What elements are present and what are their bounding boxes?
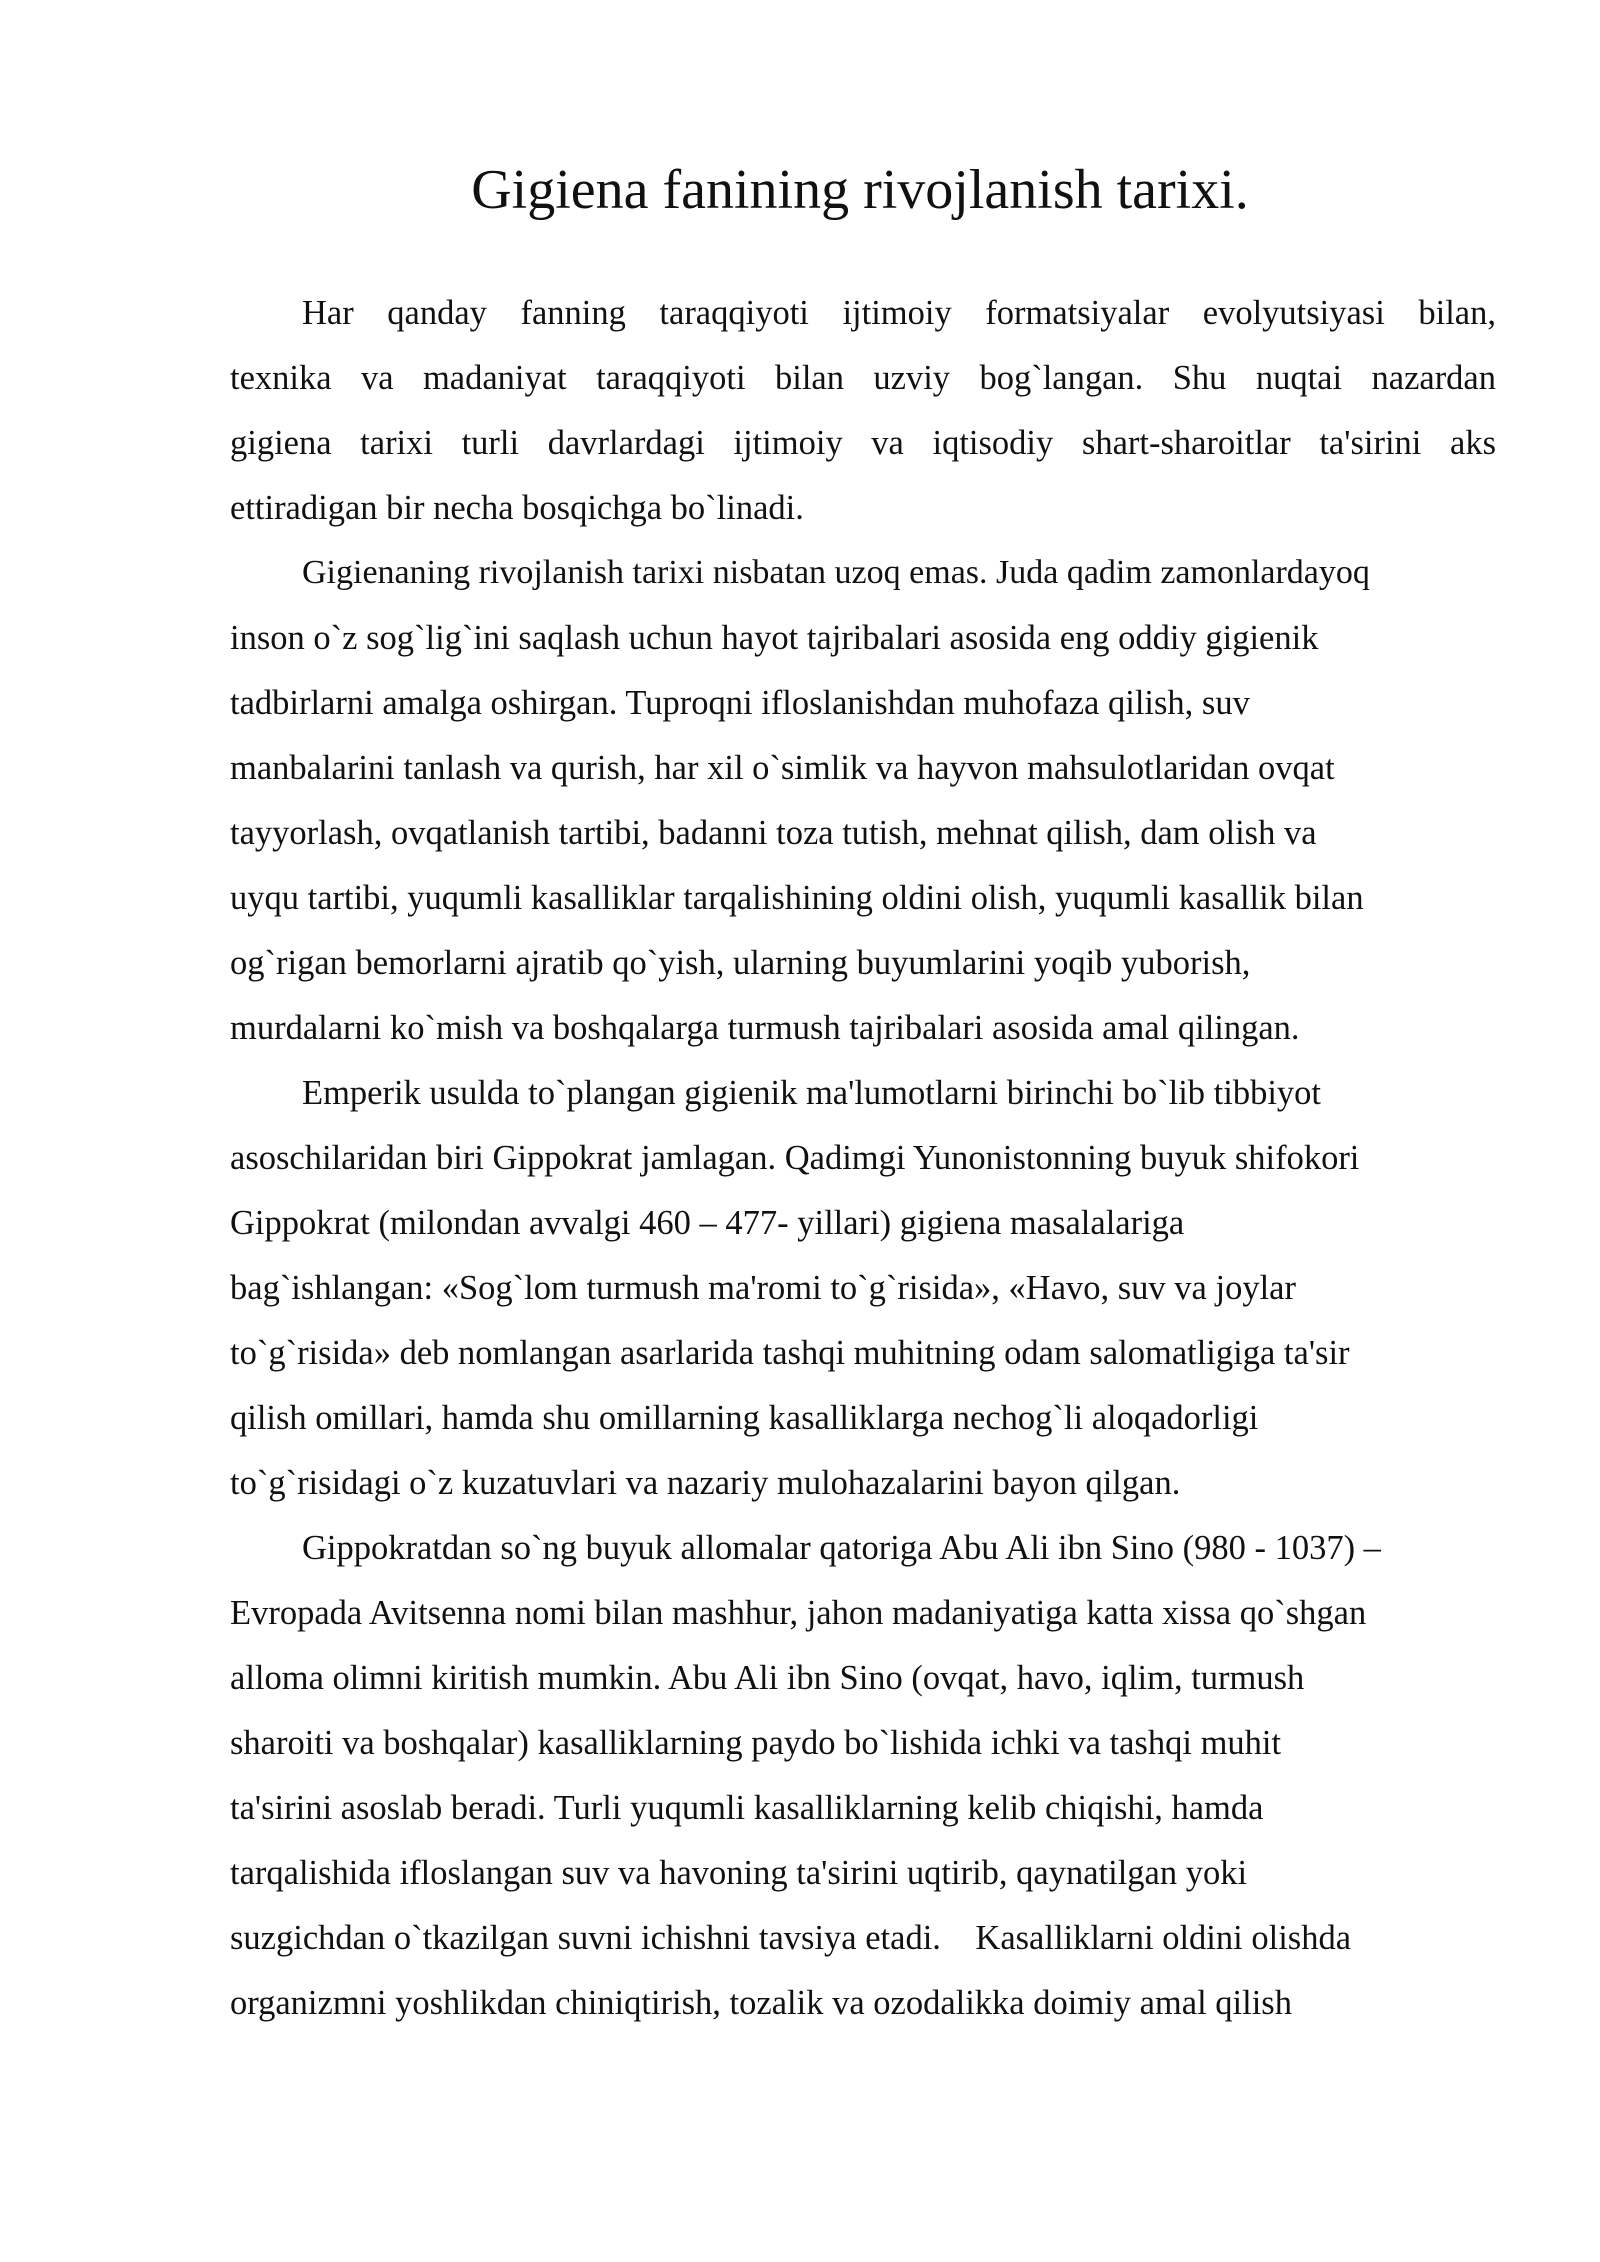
- paragraph-3-line-7: to`g`risidagi o`z kuzatuvlari va nazariy mulohazalarini bayon qilgan.: [230, 1464, 1181, 1502]
- paragraph-4-line-4: sharoiti va boshqalar) kasalliklarning paydo bo`lishida ichki va tashqi muhit: [230, 1724, 1282, 1762]
- paragraph-4-line-6: tarqalishida ifloslangan suv va havoning ta'sirini uqtirib, qaynatilgan yoki: [230, 1854, 1248, 1892]
- paragraph-2-line-4: manbalarini tanlash va qurish, har xil o`simlik va hayvon mahsulotlaridan ovqat: [230, 749, 1335, 787]
- paragraph-2-line-3: tadbirlarni amalga oshirgan. Tuproqni ifloslanishdan muhofaza qilish, suv: [230, 684, 1250, 722]
- paragraph-1-line-1: Har qanday fanning taraqqiyoti ijtimoiy formatsiyalar evolyutsiyasi bilan,: [302, 294, 1496, 332]
- paragraph-4-line-1: Gippokratdan so`ng buyuk allomalar qatoriga Abu Ali ibn Sino (980 - 1037) –: [302, 1529, 1381, 1567]
- paragraph-4-line-7: suzgichdan o`tkazilgan suvni ichishni tavsiya etadi. Kasalliklarni oldini olishda: [230, 1919, 1352, 1957]
- paragraph-2-line-6: uyqu tartibi, yuqumli kasalliklar tarqalishining oldini olish, yuqumli kasallik bilan: [230, 879, 1364, 917]
- paragraph-2-line-1: Gigienaning rivojlanish tarixi nisbatan uzoq emas. Juda qadim zamonlardayoq: [302, 554, 1370, 591]
- paragraph-1-line-4: ettiradigan bir necha bosqichga bo`linadi.: [230, 489, 804, 527]
- paragraph-1-line-2: texnika va madaniyat taraqqiyoti bilan uzviy bog`langan. Shu nuqtai nazardan: [230, 359, 1496, 397]
- paragraph-2-line-8: murdalarni ko`mish va boshqalarga turmush tajribalari asosida amal qilingan.: [230, 1009, 1300, 1047]
- paragraph-3-line-6: qilish omillari, hamda shu omillarning kasalliklarga nechog`li aloqadorligi: [230, 1399, 1259, 1437]
- paragraph-2-line-7: og`rigan bemorlarni ajratib qo`yish, ularning buyumlarini yoqib yuborish,: [230, 944, 1251, 982]
- paragraph-3-line-2: asoschilaridan biri Gippokrat jamlagan. Qadimgi Yunonistonning buyuk shifokori: [230, 1139, 1360, 1177]
- paragraph-4-line-3: alloma olimni kiritish mumkin. Abu Ali ibn Sino (ovqat, havo, iqlim, turmush: [230, 1659, 1305, 1697]
- document-title: Gigiena fanining rivojlanish tarixi.: [471, 159, 1249, 221]
- paragraph-3-line-3: Gippokrat (milondan avvalgi 460 – 477- yillari) gigiena masalalariga: [230, 1204, 1185, 1242]
- paragraph-3-line-5: to`g`risida» deb nomlangan asarlarida tashqi muhitning odam salomatligiga ta'sir: [230, 1334, 1350, 1372]
- paragraph-2-line-5: tayyorlash, ovqatlanish tartibi, badanni toza tutish, mehnat qilish, dam olish va: [230, 814, 1317, 852]
- paragraph-4-line-2: Evropada Avitsenna nomi bilan mashhur, jahon madaniyatiga katta xissa qo`shgan: [230, 1594, 1367, 1632]
- paragraph-3-line-4: bag`ishlangan: «Sog`lom turmush ma'romi to`g`risida», «Havo, suv va joylar: [230, 1269, 1296, 1307]
- paragraph-4-line-8: organizmni yoshlikdan chiniqtirish, tozalik va ozodalikka doimiy amal qilish: [230, 1984, 1292, 2022]
- paragraph-1-line-3: gigiena tarixi turli davrlardagi ijtimoiy va iqtisodiy shart-sharoitlar ta'sirini aks: [230, 424, 1496, 462]
- paragraph-2-line-2: inson o`z sog`lig`ini saqlash uchun hayot tajribalari asosida eng oddiy gigienik: [230, 619, 1319, 657]
- paragraph-3-line-1: Emperik usulda to`plangan gigienik ma'lumotlarni birinchi bo`lib tibbiyot: [302, 1074, 1321, 1112]
- paragraph-4-line-5: ta'sirini asoslab beradi. Turli yuqumli kasalliklarning kelib chiqishi, hamda: [230, 1789, 1264, 1827]
